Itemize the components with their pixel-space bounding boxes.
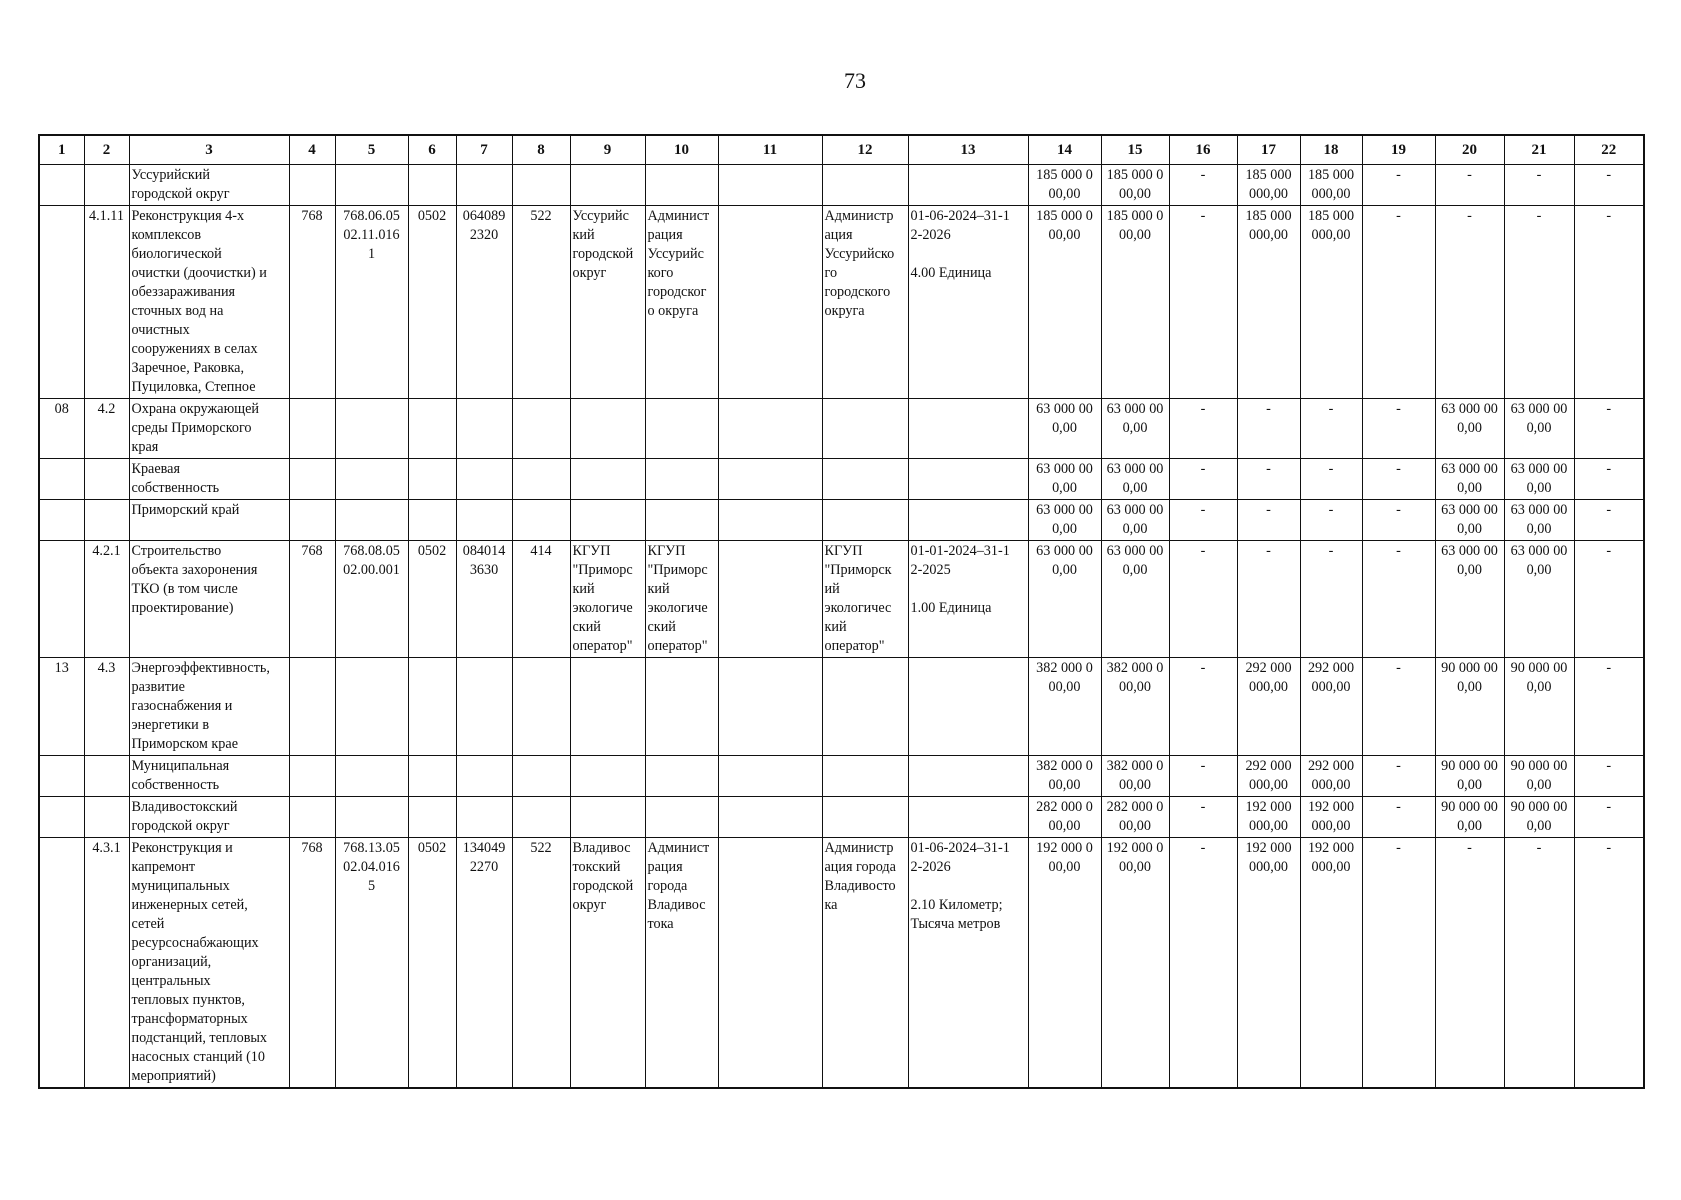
table-cell-col-6: 0502	[408, 838, 456, 1089]
table-cell-col-11	[718, 658, 822, 756]
table-cell-col-20: 90 000 00 0,00	[1435, 797, 1504, 838]
table-cell-col-2: 4.3	[84, 658, 129, 756]
table-cell-col-2	[84, 165, 129, 206]
table-cell-col-18: 292 000 000,00	[1300, 756, 1362, 797]
table-cell-col-20: 63 000 00 0,00	[1435, 399, 1504, 459]
table-cell-col-8	[512, 165, 570, 206]
table-cell-col-7: 134049 2270	[456, 838, 512, 1089]
table-cell-col-20: -	[1435, 165, 1504, 206]
table-cell-col-6	[408, 399, 456, 459]
table-cell-col-19: -	[1362, 541, 1435, 658]
table-cell-col-3: Строительство объекта захоронения ТКО (в том числе проектирование)	[129, 541, 289, 658]
table-cell-col-7: 064089 2320	[456, 206, 512, 399]
column-header-18: 18	[1300, 135, 1362, 165]
table-cell-col-21: 63 000 00 0,00	[1504, 541, 1574, 658]
table-cell-col-12	[822, 797, 908, 838]
table-cell-col-10: КГУП "Приморс кий экологиче ский оператор"	[645, 541, 718, 658]
table-cell-col-9	[570, 459, 645, 500]
table-cell-col-5	[335, 756, 408, 797]
table-cell-col-18: 185 000 000,00	[1300, 165, 1362, 206]
table-cell-col-12: КГУП "Приморск ий экологичес кий оператор"	[822, 541, 908, 658]
table-cell-col-8: 522	[512, 838, 570, 1089]
table-cell-col-14: 185 000 0 00,00	[1028, 206, 1101, 399]
table-cell-col-10: Админист рация города Владивос тока	[645, 838, 718, 1089]
table-cell-col-13: 01-06-2024–31-1 2-2026 2.10 Километр; Тысяча метров	[908, 838, 1028, 1089]
table-row	[39, 756, 1644, 797]
table-cell-col-9	[570, 658, 645, 756]
table-cell-col-22: -	[1574, 797, 1644, 838]
column-header-9: 9	[570, 135, 645, 165]
table-cell-col-18: 192 000 000,00	[1300, 838, 1362, 1089]
table-cell-col-17: -	[1237, 459, 1300, 500]
column-header-16: 16	[1169, 135, 1237, 165]
table-cell-col-9	[570, 500, 645, 541]
table-row	[39, 797, 1644, 838]
table-cell-col-10	[645, 797, 718, 838]
table-cell-col-5	[335, 500, 408, 541]
table-cell-col-5	[335, 459, 408, 500]
table-cell-col-16: -	[1169, 165, 1237, 206]
table-cell-col-14: 185 000 0 00,00	[1028, 165, 1101, 206]
table-cell-col-12	[822, 756, 908, 797]
table-cell-col-14: 63 000 00 0,00	[1028, 459, 1101, 500]
table-row	[39, 165, 1644, 206]
table-cell-col-2	[84, 500, 129, 541]
table-cell-col-6	[408, 165, 456, 206]
column-header-4: 4	[289, 135, 335, 165]
table-cell-col-19: -	[1362, 756, 1435, 797]
table-cell-col-16: -	[1169, 541, 1237, 658]
table-cell-col-5: 768.08.05 02.00.001	[335, 541, 408, 658]
table-cell-col-17: 185 000 000,00	[1237, 206, 1300, 399]
table-cell-col-16: -	[1169, 500, 1237, 541]
table-cell-col-10	[645, 500, 718, 541]
table-cell-col-16: -	[1169, 399, 1237, 459]
table-cell-col-19: -	[1362, 838, 1435, 1089]
column-header-7: 7	[456, 135, 512, 165]
table-cell-col-13	[908, 658, 1028, 756]
table-cell-col-8	[512, 756, 570, 797]
table-cell-col-7: 084014 3630	[456, 541, 512, 658]
table-cell-col-20: 90 000 00 0,00	[1435, 756, 1504, 797]
table-cell-col-22: -	[1574, 541, 1644, 658]
table-cell-col-19: -	[1362, 165, 1435, 206]
table-cell-col-10	[645, 165, 718, 206]
table-cell-col-18: 185 000 000,00	[1300, 206, 1362, 399]
table-cell-col-11	[718, 756, 822, 797]
table-cell-col-3: Реконструкция и капремонт муниципальных инженерных сетей, сетей ресурсоснабжающих организаций, центральных тепловых пунктов, трансформаторных подстанций, тепловых насосных станций (10 мероприятий)	[129, 838, 289, 1089]
table-cell-col-22: -	[1574, 500, 1644, 541]
column-header-1: 1	[39, 135, 84, 165]
table-cell-col-11	[718, 206, 822, 399]
table-cell-col-6	[408, 756, 456, 797]
column-header-14: 14	[1028, 135, 1101, 165]
column-header-3: 3	[129, 135, 289, 165]
table-cell-col-20: 63 000 00 0,00	[1435, 541, 1504, 658]
table-cell-col-3: Муниципальная собственность	[129, 756, 289, 797]
table-cell-col-22: -	[1574, 206, 1644, 399]
table-cell-col-19: -	[1362, 459, 1435, 500]
table-cell-col-14: 192 000 0 00,00	[1028, 838, 1101, 1089]
table-cell-col-2	[84, 459, 129, 500]
table-cell-col-15: 63 000 00 0,00	[1101, 500, 1169, 541]
column-header-15: 15	[1101, 135, 1169, 165]
table-row	[39, 838, 1644, 1089]
table-cell-col-22: -	[1574, 459, 1644, 500]
table-cell-col-10	[645, 658, 718, 756]
table-cell-col-9	[570, 756, 645, 797]
table-cell-col-3: Краевая собственность	[129, 459, 289, 500]
table-cell-col-16: -	[1169, 756, 1237, 797]
table-cell-col-4	[289, 658, 335, 756]
column-header-12: 12	[822, 135, 908, 165]
table-cell-col-4	[289, 500, 335, 541]
table-cell-col-20: 63 000 00 0,00	[1435, 459, 1504, 500]
column-header-10: 10	[645, 135, 718, 165]
column-header-11: 11	[718, 135, 822, 165]
table-cell-col-21: -	[1504, 838, 1574, 1089]
table-cell-col-2: 4.2	[84, 399, 129, 459]
table-cell-col-8	[512, 658, 570, 756]
table-cell-col-21: 90 000 00 0,00	[1504, 658, 1574, 756]
table-cell-col-16: -	[1169, 658, 1237, 756]
table-cell-col-8	[512, 459, 570, 500]
table-cell-col-15: 382 000 0 00,00	[1101, 658, 1169, 756]
table-cell-col-1: 13	[39, 658, 84, 756]
column-header-13: 13	[908, 135, 1028, 165]
table-cell-col-10	[645, 399, 718, 459]
table-cell-col-20: -	[1435, 206, 1504, 399]
table-row	[39, 500, 1644, 541]
table-cell-col-13: 01-01-2024–31-1 2-2025 1.00 Единица	[908, 541, 1028, 658]
table-cell-col-21: 63 000 00 0,00	[1504, 459, 1574, 500]
table-cell-col-19: -	[1362, 500, 1435, 541]
table-cell-col-18: -	[1300, 541, 1362, 658]
table-cell-col-12	[822, 399, 908, 459]
table-cell-col-22: -	[1574, 399, 1644, 459]
table-cell-col-18: 192 000 000,00	[1300, 797, 1362, 838]
column-header-20: 20	[1435, 135, 1504, 165]
column-header-6: 6	[408, 135, 456, 165]
table-cell-col-15: 63 000 00 0,00	[1101, 459, 1169, 500]
table-cell-col-1	[39, 459, 84, 500]
table-cell-col-19: -	[1362, 797, 1435, 838]
table-cell-col-14: 282 000 0 00,00	[1028, 797, 1101, 838]
table-cell-col-8: 522	[512, 206, 570, 399]
table-cell-col-13	[908, 165, 1028, 206]
table-cell-col-3: Владивостокский городской округ	[129, 797, 289, 838]
table-cell-col-6	[408, 459, 456, 500]
table-body	[39, 165, 1644, 1089]
table-cell-col-1	[39, 756, 84, 797]
table-cell-col-21: -	[1504, 206, 1574, 399]
table-cell-col-10	[645, 459, 718, 500]
table-cell-col-4: 768	[289, 206, 335, 399]
table-cell-col-7	[456, 756, 512, 797]
table-cell-col-11	[718, 797, 822, 838]
table-cell-col-11	[718, 165, 822, 206]
table-cell-col-10: Админист рация Уссурийс кого городског о округа	[645, 206, 718, 399]
table-row	[39, 399, 1644, 459]
column-header-5: 5	[335, 135, 408, 165]
table-cell-col-3: Уссурийский городской округ	[129, 165, 289, 206]
table-cell-col-4	[289, 459, 335, 500]
table-cell-col-8	[512, 399, 570, 459]
table-cell-col-1: 08	[39, 399, 84, 459]
table-cell-col-13	[908, 797, 1028, 838]
table-cell-col-12	[822, 459, 908, 500]
table-cell-col-17: 192 000 000,00	[1237, 797, 1300, 838]
table-cell-col-1	[39, 797, 84, 838]
table-cell-col-9: КГУП "Приморс кий экологиче ский оператор"	[570, 541, 645, 658]
table-cell-col-9	[570, 165, 645, 206]
table-cell-col-7	[456, 500, 512, 541]
table-cell-col-19: -	[1362, 658, 1435, 756]
column-header-17: 17	[1237, 135, 1300, 165]
table-cell-col-15: 192 000 0 00,00	[1101, 838, 1169, 1089]
table-cell-col-17: 292 000 000,00	[1237, 658, 1300, 756]
table-cell-col-4	[289, 797, 335, 838]
budget-table	[38, 134, 1645, 1089]
table-cell-col-6	[408, 658, 456, 756]
table-cell-col-7	[456, 658, 512, 756]
table-cell-col-2	[84, 797, 129, 838]
table-cell-col-18: -	[1300, 459, 1362, 500]
table-cell-col-6	[408, 500, 456, 541]
table-cell-col-20: -	[1435, 838, 1504, 1089]
table-cell-col-4: 768	[289, 838, 335, 1089]
table-cell-col-4	[289, 165, 335, 206]
table-cell-col-7	[456, 165, 512, 206]
table-cell-col-15: 185 000 0 00,00	[1101, 165, 1169, 206]
table-cell-col-15: 63 000 00 0,00	[1101, 541, 1169, 658]
header-row	[39, 135, 1644, 165]
table-cell-col-22: -	[1574, 658, 1644, 756]
table-cell-col-18: -	[1300, 500, 1362, 541]
table-cell-col-8	[512, 500, 570, 541]
table-cell-col-20: 90 000 00 0,00	[1435, 658, 1504, 756]
table-cell-col-11	[718, 500, 822, 541]
table-cell-col-18: -	[1300, 399, 1362, 459]
table-cell-col-3: Приморский край	[129, 500, 289, 541]
table-cell-col-11	[718, 399, 822, 459]
table-cell-col-3: Энергоэффективность, развитие газоснабжения и энергетики в Приморском крае	[129, 658, 289, 756]
table-cell-col-5: 768.06.05 02.11.016 1	[335, 206, 408, 399]
table-cell-col-20: 63 000 00 0,00	[1435, 500, 1504, 541]
table-cell-col-11	[718, 541, 822, 658]
table-cell-col-17: 292 000 000,00	[1237, 756, 1300, 797]
table-cell-col-5	[335, 658, 408, 756]
table-cell-col-11	[718, 459, 822, 500]
column-header-8: 8	[512, 135, 570, 165]
table-cell-col-12	[822, 165, 908, 206]
table-cell-col-12	[822, 658, 908, 756]
table-cell-col-1	[39, 500, 84, 541]
table-cell-col-8: 414	[512, 541, 570, 658]
table-cell-col-16: -	[1169, 838, 1237, 1089]
table-cell-col-13	[908, 459, 1028, 500]
table-row	[39, 206, 1644, 399]
table-cell-col-2: 4.1.11	[84, 206, 129, 399]
table-cell-col-7	[456, 797, 512, 838]
table-cell-col-4	[289, 756, 335, 797]
table-cell-col-21: 90 000 00 0,00	[1504, 756, 1574, 797]
table-cell-col-12: Администр ация Уссурийско го городского округа	[822, 206, 908, 399]
table-cell-col-9	[570, 797, 645, 838]
column-header-19: 19	[1362, 135, 1435, 165]
table-cell-col-21: 63 000 00 0,00	[1504, 399, 1574, 459]
table-cell-col-15: 185 000 0 00,00	[1101, 206, 1169, 399]
table-cell-col-16: -	[1169, 797, 1237, 838]
table-cell-col-15: 382 000 0 00,00	[1101, 756, 1169, 797]
table-cell-col-3: Охрана окружающей среды Приморского края	[129, 399, 289, 459]
table-cell-col-12	[822, 500, 908, 541]
table-cell-col-6: 0502	[408, 541, 456, 658]
table-cell-col-2	[84, 756, 129, 797]
table-cell-col-14: 63 000 00 0,00	[1028, 399, 1101, 459]
table-cell-col-22: -	[1574, 838, 1644, 1089]
table-cell-col-14: 63 000 00 0,00	[1028, 541, 1101, 658]
table-cell-col-21: 63 000 00 0,00	[1504, 500, 1574, 541]
table-cell-col-14: 63 000 00 0,00	[1028, 500, 1101, 541]
table-cell-col-1	[39, 206, 84, 399]
table-cell-col-7	[456, 399, 512, 459]
table-cell-col-17: 185 000 000,00	[1237, 165, 1300, 206]
table-cell-col-4	[289, 399, 335, 459]
table-cell-col-19: -	[1362, 399, 1435, 459]
table-cell-col-7	[456, 459, 512, 500]
table-cell-col-1	[39, 165, 84, 206]
table-row	[39, 658, 1644, 756]
table-cell-col-13: 01-06-2024–31-1 2-2026 4.00 Единица	[908, 206, 1028, 399]
table-cell-col-3: Реконструкция 4-х комплексов биологической очистки (доочистки) и обеззараживания сточных вод на очистных сооружениях в селах Заречное, Раковка, Пуциловка, Степное	[129, 206, 289, 399]
table-cell-col-13	[908, 399, 1028, 459]
table-cell-col-9: Уссурийс кий городской округ	[570, 206, 645, 399]
column-header-22: 22	[1574, 135, 1644, 165]
table-cell-col-10	[645, 756, 718, 797]
table-cell-col-13	[908, 756, 1028, 797]
page-number: 73	[844, 68, 866, 93]
table-cell-col-18: 292 000 000,00	[1300, 658, 1362, 756]
table-cell-col-15: 63 000 00 0,00	[1101, 399, 1169, 459]
table-cell-col-17: -	[1237, 541, 1300, 658]
table-cell-col-8	[512, 797, 570, 838]
table-cell-col-4: 768	[289, 541, 335, 658]
table-cell-col-17: -	[1237, 500, 1300, 541]
table-cell-col-17: 192 000 000,00	[1237, 838, 1300, 1089]
table-cell-col-9	[570, 399, 645, 459]
table-cell-col-6	[408, 797, 456, 838]
table-cell-col-1	[39, 541, 84, 658]
table-cell-col-5	[335, 399, 408, 459]
table-cell-col-2: 4.2.1	[84, 541, 129, 658]
table-cell-col-14: 382 000 0 00,00	[1028, 658, 1101, 756]
table-cell-col-19: -	[1362, 206, 1435, 399]
table-cell-col-5: 768.13.05 02.04.016 5	[335, 838, 408, 1089]
table-cell-col-16: -	[1169, 459, 1237, 500]
column-header-21: 21	[1504, 135, 1574, 165]
table-row	[39, 459, 1644, 500]
column-header-2: 2	[84, 135, 129, 165]
table-cell-col-14: 382 000 0 00,00	[1028, 756, 1101, 797]
table-cell-col-5	[335, 797, 408, 838]
table-cell-col-15: 282 000 0 00,00	[1101, 797, 1169, 838]
table-cell-col-22: -	[1574, 756, 1644, 797]
table-cell-col-9: Владивос токский городской округ	[570, 838, 645, 1089]
table-cell-col-12: Администр ация города Владивосто ка	[822, 838, 908, 1089]
table-cell-col-22: -	[1574, 165, 1644, 206]
table-cell-col-17: -	[1237, 399, 1300, 459]
table-cell-col-1	[39, 838, 84, 1089]
table-row	[39, 541, 1644, 658]
table-cell-col-6: 0502	[408, 206, 456, 399]
table-cell-col-16: -	[1169, 206, 1237, 399]
table-cell-col-11	[718, 838, 822, 1089]
table-cell-col-2: 4.3.1	[84, 838, 129, 1089]
table-cell-col-5	[335, 165, 408, 206]
table-cell-col-21: -	[1504, 165, 1574, 206]
table-cell-col-13	[908, 500, 1028, 541]
table-cell-col-21: 90 000 00 0,00	[1504, 797, 1574, 838]
